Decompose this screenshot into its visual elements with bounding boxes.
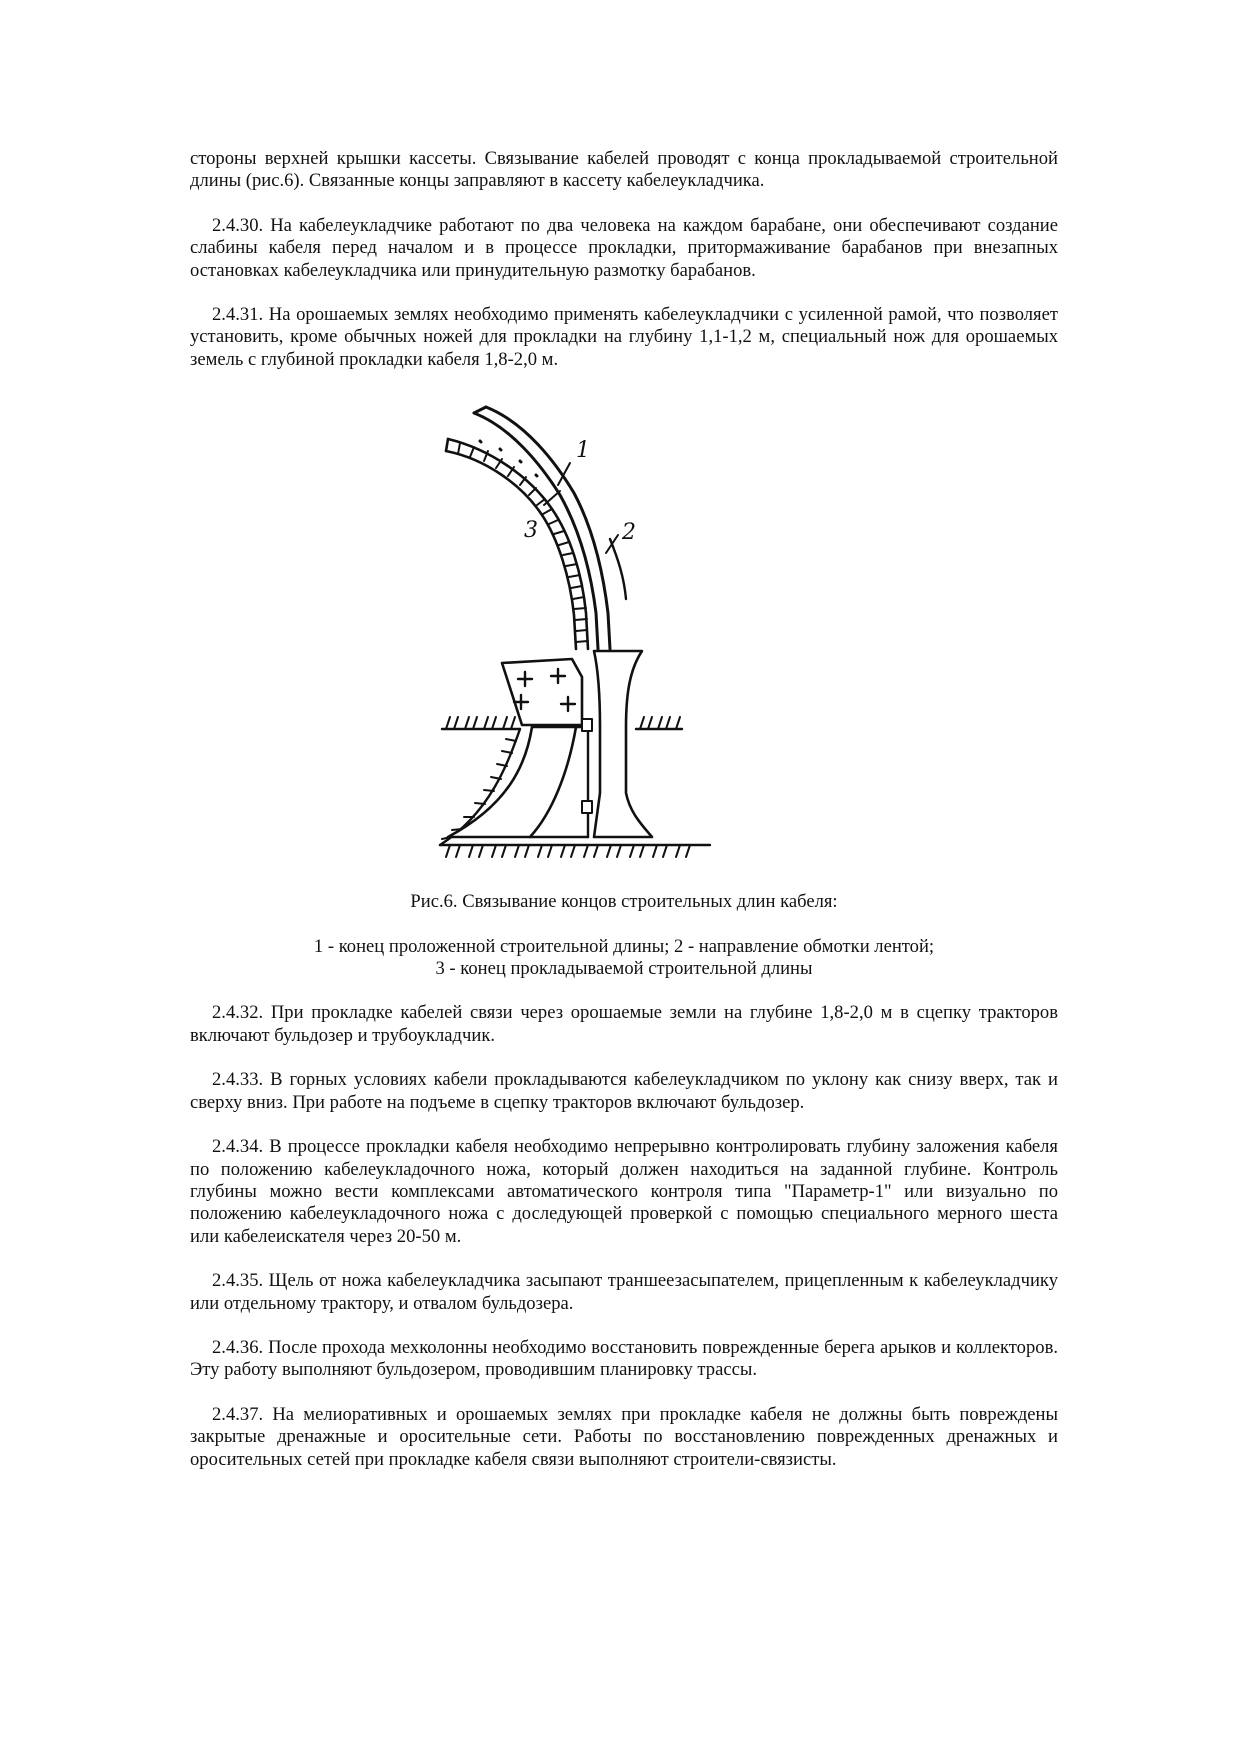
figure-label-3: 3 xyxy=(524,518,538,544)
fastener-top xyxy=(582,719,592,731)
figure-label-2: 2 xyxy=(622,520,636,546)
paragraph-2-4-31: 2.4.31. На орошаемых землях необходимо применять кабелеукладчики с усиленной рамой, что позволяет установить, кроме обычных ножей для прокладки на глубину 1,1-1,2 м, специальный нож для орошаемых земель с глубиной прокладки кабеля 1,8-2,0 м. xyxy=(190,304,1058,370)
figure-label-1: 1 xyxy=(576,438,590,464)
ground-hatching-right xyxy=(640,717,680,729)
cable-3-dots xyxy=(480,441,537,476)
paragraph-2-4-37: 2.4.37. На мелиоративных и орошаемых землях при прокладке кабеля не должны быть повреждены закрытые дренажные и оросительные сети. Работы по восстановлению поврежденных дренажных и оросительных сетей при прокладке кабеля связи выполняют строители-связисты. xyxy=(190,1403,1058,1470)
cable-layer-drawing xyxy=(190,393,1058,891)
ground-hatching-bottom xyxy=(446,845,690,857)
plough-knife xyxy=(448,727,576,837)
document-page xyxy=(190,148,1058,1493)
fastener-bottom xyxy=(582,801,592,813)
wrap-direction-arc xyxy=(610,539,626,599)
ground-hatching-left xyxy=(446,717,515,729)
figure-caption-line-2: 3 - конец прокладываемой строительной длины xyxy=(435,958,813,980)
paragraph-continuation: стороны верхней крышки кассеты. Связывание кабелей проводят с конца прокладываемой строительной длины (рис.6). Связанные концы заправляют в кассету кабелеукладчика. xyxy=(190,148,1058,192)
paragraph-2-4-34: 2.4.34. В процессе прокладки кабеля необходимо непрерывно контролировать глубину заложения кабеля по положению кабелеукладочного ножа, который должен находиться на заданной глубине. Контроль глубины можно вести комплексами автоматического контроля типа "Параметр-1" или визуально по положению кабелеукладочного ножа с доследующей проверкой с помощью специального мерного шеста или кабелеискателя через 20-50 м. xyxy=(190,1136,1058,1247)
figure-caption-legend xyxy=(190,936,1058,981)
cable-3-inner xyxy=(446,451,576,649)
figure-caption-line-1: 1 - конец проложенной строительной длины; 2 - направление обмотки лентой; xyxy=(313,935,935,957)
cassette-box xyxy=(502,659,582,725)
knife-post xyxy=(594,651,652,837)
paragraph-2-4-33: 2.4.33. В горных условиях кабели прокладываются кабелеукладчиком по уклону как снизу вверх, так и сверху вниз. При работе на подъеме в сцепку тракторов включают бульдозер. xyxy=(190,1069,1058,1113)
paragraph-2-4-32: 2.4.32. При прокладке кабелей связи через орошаемые земли на глубине 1,8-2,0 м в сцепку тракторов включают бульдозер и трубоукладчик. xyxy=(190,1002,1058,1046)
paragraph-2-4-35: 2.4.35. Щель от ножа кабелеукладчика засыпают траншеезасыпателем, прицепленным к кабелеукладчику или отдельному трактору, и отвалом бульдозера. xyxy=(190,1270,1058,1314)
cable-1-outer xyxy=(486,407,610,649)
paragraph-2-4-30: 2.4.30. На кабелеукладчике работают по два человека на каждом барабане, они обеспечивают создание слабины кабеля перед началом и в процессе прокладки, притормаживание барабанов при внезапных остановках кабелеукладчика или принудительную размотку барабанов. xyxy=(190,214,1058,281)
paragraph-2-4-36: 2.4.36. После прохода мехколонны необходимо восстановить поврежденные берега арыков и коллекторов. Эту работу выполняют бульдозером, проводившим планировку трассы. xyxy=(190,1336,1058,1381)
leader-line-2 xyxy=(606,535,618,553)
figure-caption-title: Рис.6. Связывание концов строительных длин кабеля: xyxy=(410,891,838,913)
tape-wrapping-marks xyxy=(458,443,588,642)
leader-line-3 xyxy=(544,491,560,505)
figure-cable-splicing-diagram xyxy=(190,393,1058,891)
